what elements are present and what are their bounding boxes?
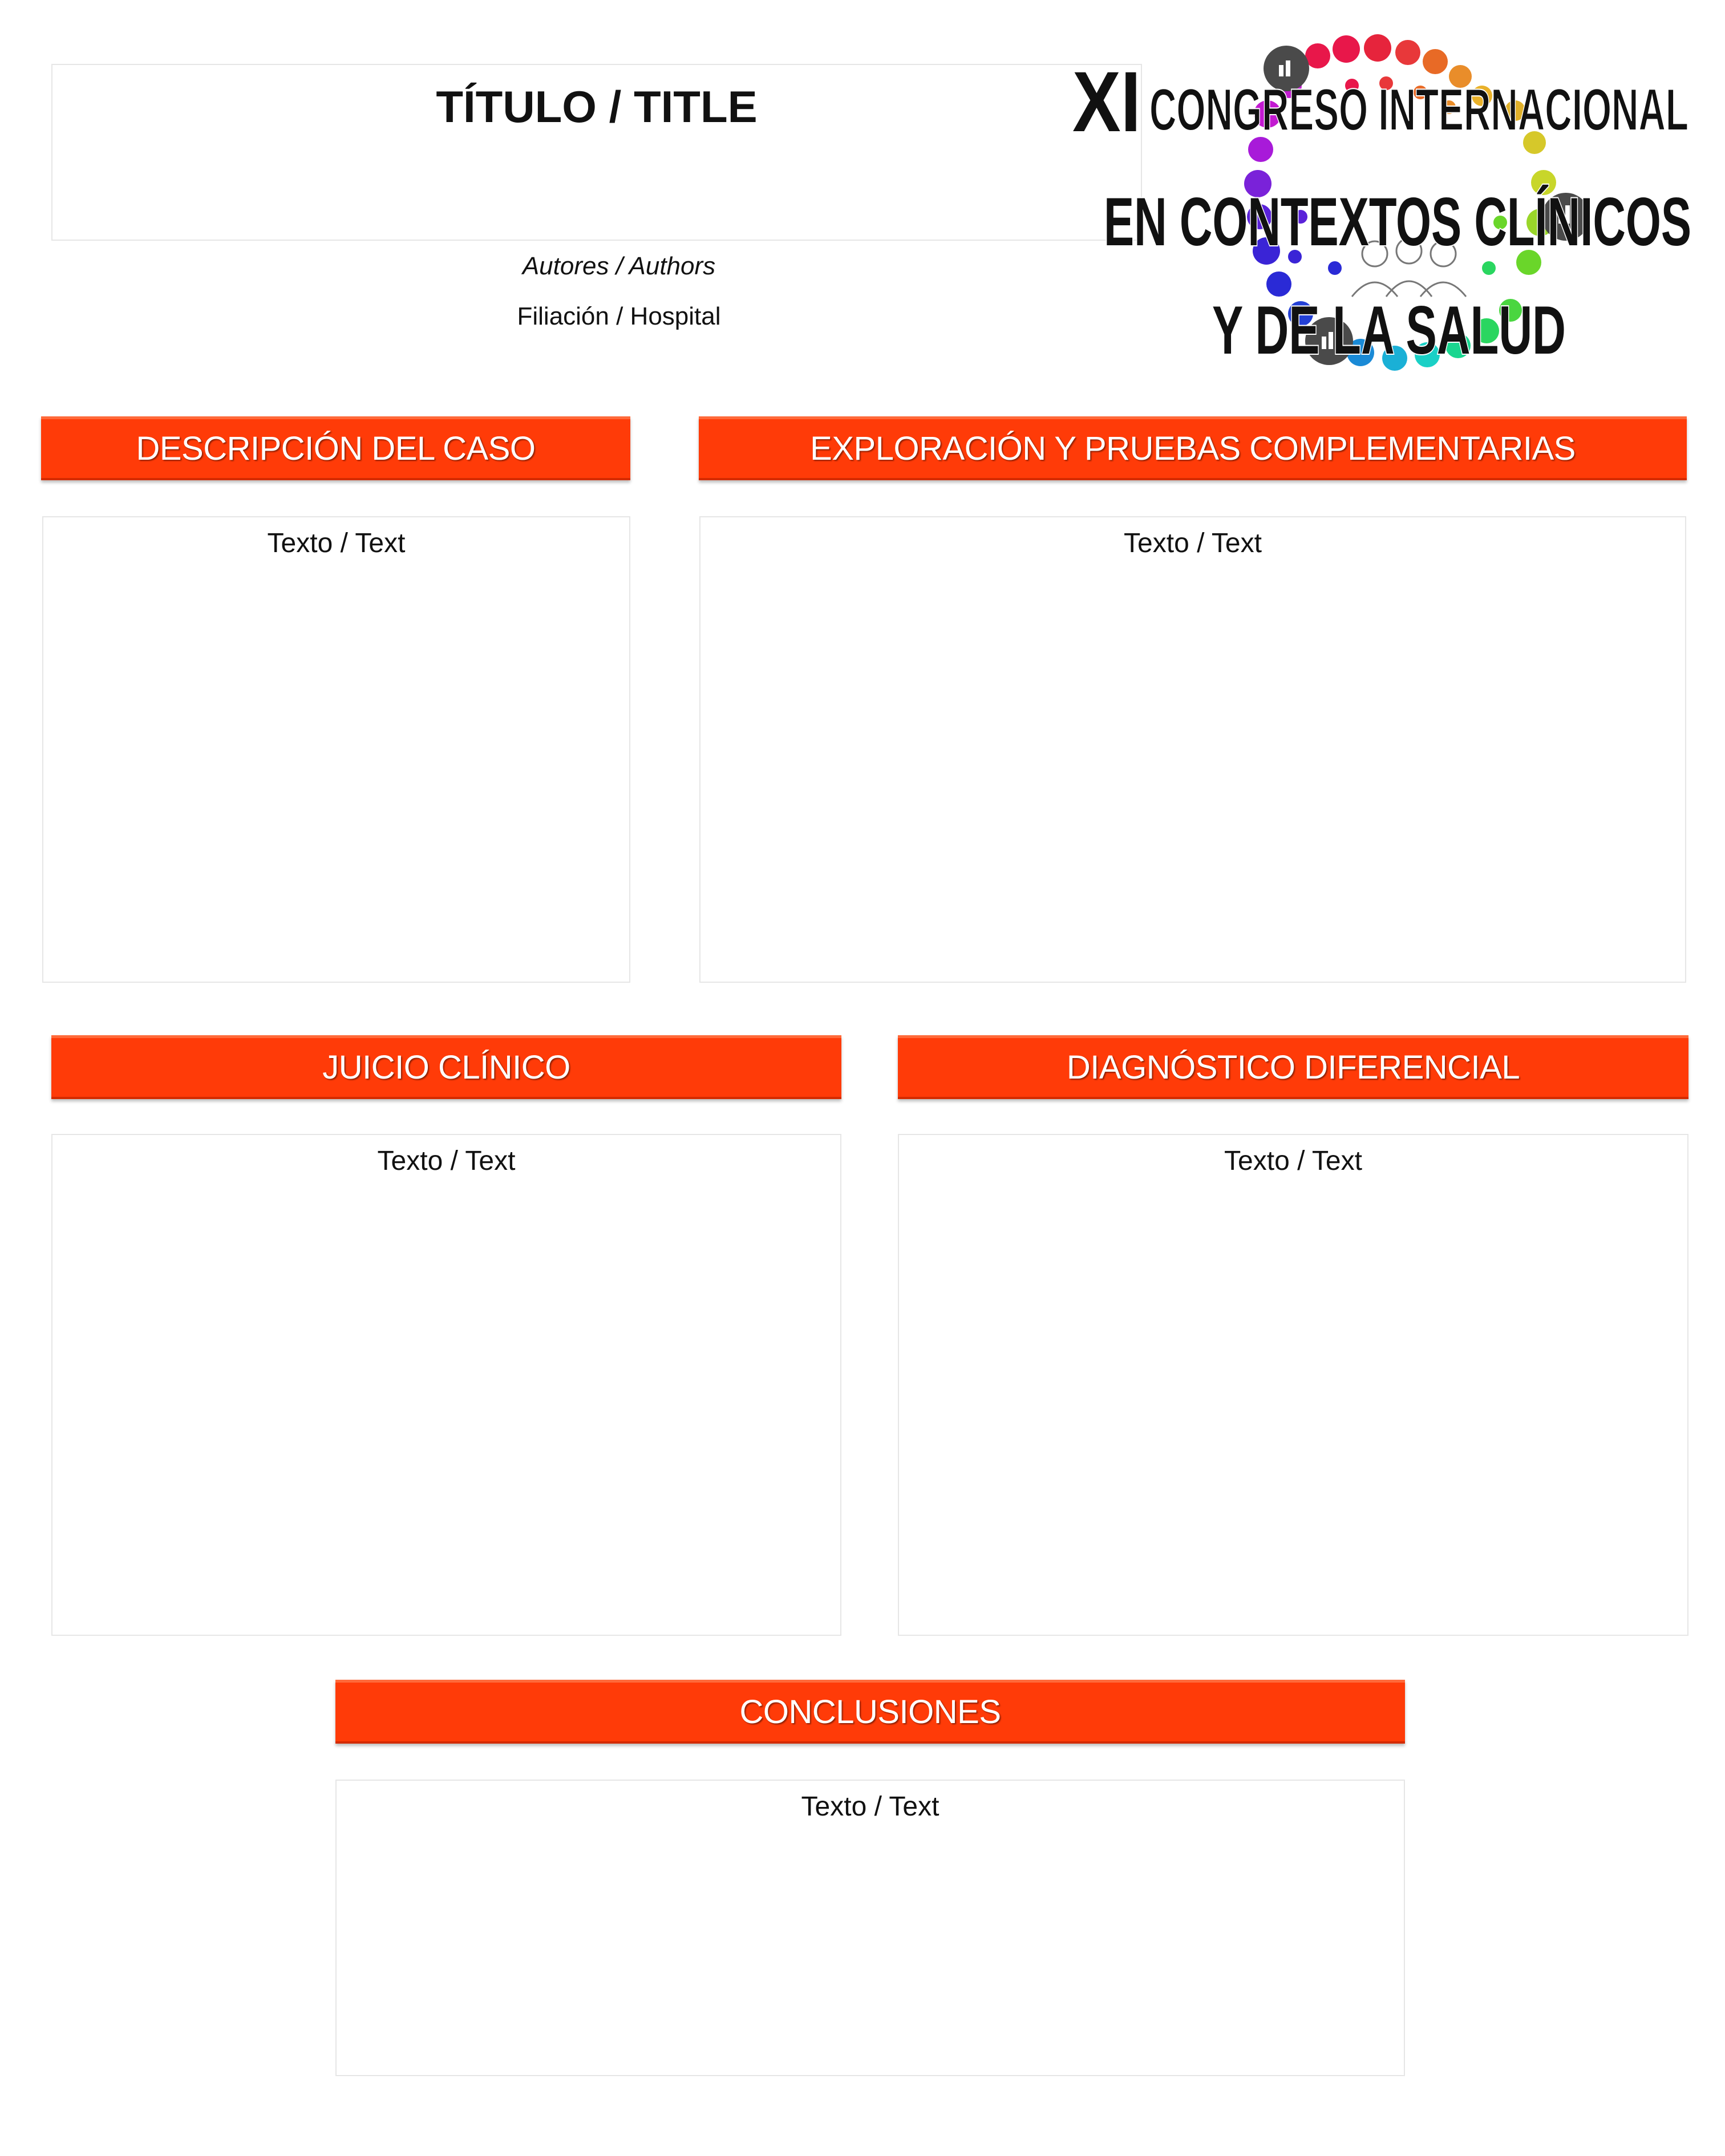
heading-diagnostico-label: DIAGNÓSTICO DIFERENCIAL bbox=[1066, 1049, 1520, 1086]
page-title: TÍTULO / TITLE bbox=[436, 82, 758, 132]
text-box-diagnostico[interactable] bbox=[898, 1134, 1688, 1636]
text-box-conclusiones[interactable] bbox=[335, 1780, 1405, 2076]
text-box-descripcion[interactable] bbox=[42, 516, 630, 983]
heading-conclusiones bbox=[335, 1680, 1405, 1744]
logo-line2: EN CONTEXTOS CLÍNICOS bbox=[1104, 184, 1691, 260]
title-box[interactable] bbox=[51, 64, 1142, 241]
heading-descripcion bbox=[41, 416, 630, 480]
logo-line1: CONGRESO INTERNACIONAL bbox=[1149, 77, 1688, 143]
placeholder-juicio: Texto / Text bbox=[377, 1146, 516, 1176]
text-box-exploracion[interactable] bbox=[699, 516, 1686, 983]
logo-roman-numeral: XI bbox=[1072, 54, 1141, 149]
placeholder-descripcion: Texto / Text bbox=[267, 528, 406, 558]
congress-logo bbox=[1067, 29, 1694, 416]
placeholder-exploracion: Texto / Text bbox=[1124, 528, 1262, 558]
heading-descripcion-label: DESCRIPCIÓN DEL CASO bbox=[136, 430, 536, 467]
placeholder-conclusiones: Texto / Text bbox=[801, 1792, 940, 1822]
heading-exploracion bbox=[699, 416, 1687, 480]
heading-diagnostico bbox=[898, 1035, 1688, 1099]
placeholder-diagnostico: Texto / Text bbox=[1224, 1146, 1362, 1176]
logo-line3: Y DE LA SALUD bbox=[1212, 292, 1566, 368]
heading-juicio bbox=[51, 1035, 841, 1099]
text-box-juicio[interactable] bbox=[51, 1134, 841, 1636]
heading-exploracion-label: EXPLORACIÓN Y PRUEBAS COMPLEMENTARIAS bbox=[810, 430, 1576, 467]
authors-line: Autores / Authors bbox=[522, 252, 716, 280]
affiliation-line: Filiación / Hospital bbox=[517, 302, 721, 330]
heading-conclusiones-label: CONCLUSIONES bbox=[739, 1693, 1001, 1731]
heading-juicio-label: JUICIO CLÍNICO bbox=[322, 1049, 570, 1086]
